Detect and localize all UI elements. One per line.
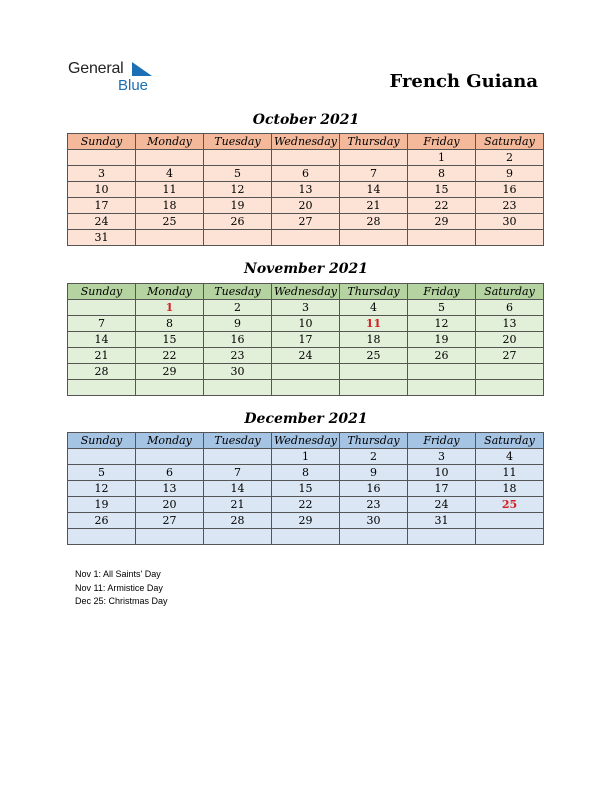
day-cell: 23 <box>476 198 544 214</box>
empty-day-cell <box>136 449 204 465</box>
day-cell: 26 <box>408 348 476 364</box>
empty-day-cell <box>476 513 544 529</box>
day-cell: 9 <box>204 316 272 332</box>
day-cell: 13 <box>272 182 340 198</box>
empty-day-cell <box>272 230 340 246</box>
holiday-note: Nov 1: All Saints' Day <box>75 569 161 579</box>
day-cell: 4 <box>476 449 544 465</box>
day-cell: 25 <box>340 348 408 364</box>
logo-general-text: General <box>68 60 124 77</box>
day-cell: 22 <box>272 497 340 513</box>
day-cell: 19 <box>204 198 272 214</box>
holiday-day-cell: 25 <box>476 497 544 513</box>
day-cell: 3 <box>408 449 476 465</box>
empty-day-cell <box>68 380 136 396</box>
calendar-november <box>67 283 544 396</box>
empty-day-cell <box>68 529 136 545</box>
week-row <box>68 497 544 513</box>
calendar-october <box>67 133 544 246</box>
empty-day-cell <box>340 150 408 166</box>
day-cell: 5 <box>204 166 272 182</box>
weekday-header-row <box>68 134 544 150</box>
day-cell: 14 <box>340 182 408 198</box>
day-cell: 13 <box>136 481 204 497</box>
day-cell: 29 <box>136 364 204 380</box>
day-cell: 2 <box>340 449 408 465</box>
empty-day-cell <box>204 150 272 166</box>
day-cell: 23 <box>204 348 272 364</box>
day-cell: 28 <box>340 214 408 230</box>
weekday-header-sunday: Sunday <box>68 433 136 449</box>
day-cell: 17 <box>408 481 476 497</box>
day-cell: 30 <box>204 364 272 380</box>
week-row <box>68 316 544 332</box>
empty-day-cell <box>68 300 136 316</box>
empty-day-cell <box>272 150 340 166</box>
day-cell: 26 <box>68 513 136 529</box>
day-cell: 20 <box>272 198 340 214</box>
empty-day-cell <box>340 380 408 396</box>
day-cell: 17 <box>68 198 136 214</box>
day-cell: 9 <box>340 465 408 481</box>
calendar-december <box>67 432 544 545</box>
day-cell: 11 <box>476 465 544 481</box>
weekday-header-sunday: Sunday <box>68 134 136 150</box>
day-cell: 5 <box>68 465 136 481</box>
weekday-header-saturday: Saturday <box>476 284 544 300</box>
weekday-header-tuesday: Tuesday <box>204 284 272 300</box>
day-cell: 21 <box>340 198 408 214</box>
day-cell: 13 <box>476 316 544 332</box>
day-cell: 7 <box>204 465 272 481</box>
day-cell: 10 <box>408 465 476 481</box>
day-cell: 1 <box>272 449 340 465</box>
weekday-header-friday: Friday <box>408 134 476 150</box>
empty-day-cell <box>340 364 408 380</box>
day-cell: 30 <box>340 513 408 529</box>
empty-day-cell <box>408 380 476 396</box>
week-row <box>68 465 544 481</box>
week-row <box>68 513 544 529</box>
empty-day-cell <box>476 364 544 380</box>
holiday-day-cell: 1 <box>136 300 204 316</box>
day-cell: 28 <box>204 513 272 529</box>
weekday-header-monday: Monday <box>136 134 204 150</box>
week-row <box>68 198 544 214</box>
empty-day-cell <box>272 529 340 545</box>
week-row <box>68 348 544 364</box>
week-row <box>68 481 544 497</box>
day-cell: 16 <box>204 332 272 348</box>
empty-day-cell <box>204 449 272 465</box>
day-cell: 21 <box>204 497 272 513</box>
day-cell: 4 <box>340 300 408 316</box>
empty-day-cell <box>136 150 204 166</box>
empty-day-cell <box>340 529 408 545</box>
week-row <box>68 529 544 545</box>
weekday-header-thursday: Thursday <box>340 433 408 449</box>
day-cell: 18 <box>476 481 544 497</box>
day-cell: 7 <box>68 316 136 332</box>
empty-day-cell <box>476 529 544 545</box>
day-cell: 5 <box>408 300 476 316</box>
day-cell: 8 <box>272 465 340 481</box>
day-cell: 27 <box>136 513 204 529</box>
weekday-header-thursday: Thursday <box>340 284 408 300</box>
day-cell: 15 <box>272 481 340 497</box>
day-cell: 24 <box>408 497 476 513</box>
holiday-note: Nov 11: Armistice Day <box>75 582 163 593</box>
day-cell: 24 <box>272 348 340 364</box>
day-cell: 22 <box>136 348 204 364</box>
week-row <box>68 166 544 182</box>
holiday-notes <box>75 568 168 609</box>
weekday-header-saturday: Saturday <box>476 134 544 150</box>
day-cell: 31 <box>68 230 136 246</box>
day-cell: 6 <box>272 166 340 182</box>
weekday-header-wednesday: Wednesday <box>272 134 340 150</box>
day-cell: 12 <box>204 182 272 198</box>
weekday-header-wednesday: Wednesday <box>272 433 340 449</box>
week-row <box>68 182 544 198</box>
weekday-header-friday: Friday <box>408 433 476 449</box>
day-cell: 20 <box>136 497 204 513</box>
week-row <box>68 332 544 348</box>
day-cell: 21 <box>68 348 136 364</box>
day-cell: 11 <box>136 182 204 198</box>
weekday-header-wednesday: Wednesday <box>272 284 340 300</box>
logo-blue-text: Blue <box>118 77 149 94</box>
empty-day-cell <box>204 529 272 545</box>
empty-day-cell <box>340 230 408 246</box>
day-cell: 28 <box>68 364 136 380</box>
day-cell: 8 <box>408 166 476 182</box>
holiday-note: Dec 25: Christmas Day <box>75 596 168 606</box>
country-title: French Guiana <box>389 71 538 92</box>
day-cell: 10 <box>68 182 136 198</box>
day-cell: 4 <box>136 166 204 182</box>
day-cell: 6 <box>136 465 204 481</box>
day-cell: 3 <box>68 166 136 182</box>
week-row <box>68 364 544 380</box>
day-cell: 1 <box>408 150 476 166</box>
day-cell: 27 <box>476 348 544 364</box>
empty-day-cell <box>136 380 204 396</box>
week-row <box>68 300 544 316</box>
day-cell: 16 <box>340 481 408 497</box>
day-cell: 24 <box>68 214 136 230</box>
empty-day-cell <box>136 230 204 246</box>
day-cell: 31 <box>408 513 476 529</box>
empty-day-cell <box>68 150 136 166</box>
weekday-header-thursday: Thursday <box>340 134 408 150</box>
day-cell: 9 <box>476 166 544 182</box>
day-cell: 2 <box>476 150 544 166</box>
weekday-header-saturday: Saturday <box>476 433 544 449</box>
day-cell: 29 <box>272 513 340 529</box>
day-cell: 10 <box>272 316 340 332</box>
day-cell: 27 <box>272 214 340 230</box>
month-title-october: October 2021 <box>252 112 360 128</box>
empty-day-cell <box>272 364 340 380</box>
weekday-header-monday: Monday <box>136 433 204 449</box>
day-cell: 14 <box>204 481 272 497</box>
day-cell: 22 <box>408 198 476 214</box>
logo-flag-icon <box>132 62 152 76</box>
week-row <box>68 230 544 246</box>
empty-day-cell <box>476 380 544 396</box>
day-cell: 2 <box>204 300 272 316</box>
empty-day-cell <box>408 364 476 380</box>
day-cell: 18 <box>136 198 204 214</box>
empty-day-cell <box>476 230 544 246</box>
day-cell: 15 <box>408 182 476 198</box>
day-cell: 15 <box>136 332 204 348</box>
weekday-header-tuesday: Tuesday <box>204 433 272 449</box>
day-cell: 29 <box>408 214 476 230</box>
day-cell: 30 <box>476 214 544 230</box>
week-row <box>68 449 544 465</box>
holiday-day-cell: 11 <box>340 316 408 332</box>
day-cell: 12 <box>408 316 476 332</box>
week-row <box>68 214 544 230</box>
day-cell: 12 <box>68 481 136 497</box>
empty-day-cell <box>136 529 204 545</box>
day-cell: 8 <box>136 316 204 332</box>
weekday-header-monday: Monday <box>136 284 204 300</box>
day-cell: 17 <box>272 332 340 348</box>
empty-day-cell <box>272 380 340 396</box>
empty-day-cell <box>204 380 272 396</box>
weekday-header-tuesday: Tuesday <box>204 134 272 150</box>
day-cell: 20 <box>476 332 544 348</box>
day-cell: 19 <box>68 497 136 513</box>
logo <box>68 60 168 96</box>
month-title-december: December 2021 <box>244 411 368 427</box>
empty-day-cell <box>204 230 272 246</box>
day-cell: 3 <box>272 300 340 316</box>
day-cell: 25 <box>136 214 204 230</box>
week-row <box>68 380 544 396</box>
empty-day-cell <box>408 230 476 246</box>
day-cell: 23 <box>340 497 408 513</box>
week-row <box>68 150 544 166</box>
month-title-november: November 2021 <box>244 261 368 277</box>
day-cell: 7 <box>340 166 408 182</box>
day-cell: 18 <box>340 332 408 348</box>
empty-day-cell <box>408 529 476 545</box>
day-cell: 14 <box>68 332 136 348</box>
weekday-header-sunday: Sunday <box>68 284 136 300</box>
weekday-header-row <box>68 284 544 300</box>
day-cell: 26 <box>204 214 272 230</box>
weekday-header-row <box>68 433 544 449</box>
empty-day-cell <box>68 449 136 465</box>
day-cell: 6 <box>476 300 544 316</box>
weekday-header-friday: Friday <box>408 284 476 300</box>
day-cell: 19 <box>408 332 476 348</box>
day-cell: 16 <box>476 182 544 198</box>
